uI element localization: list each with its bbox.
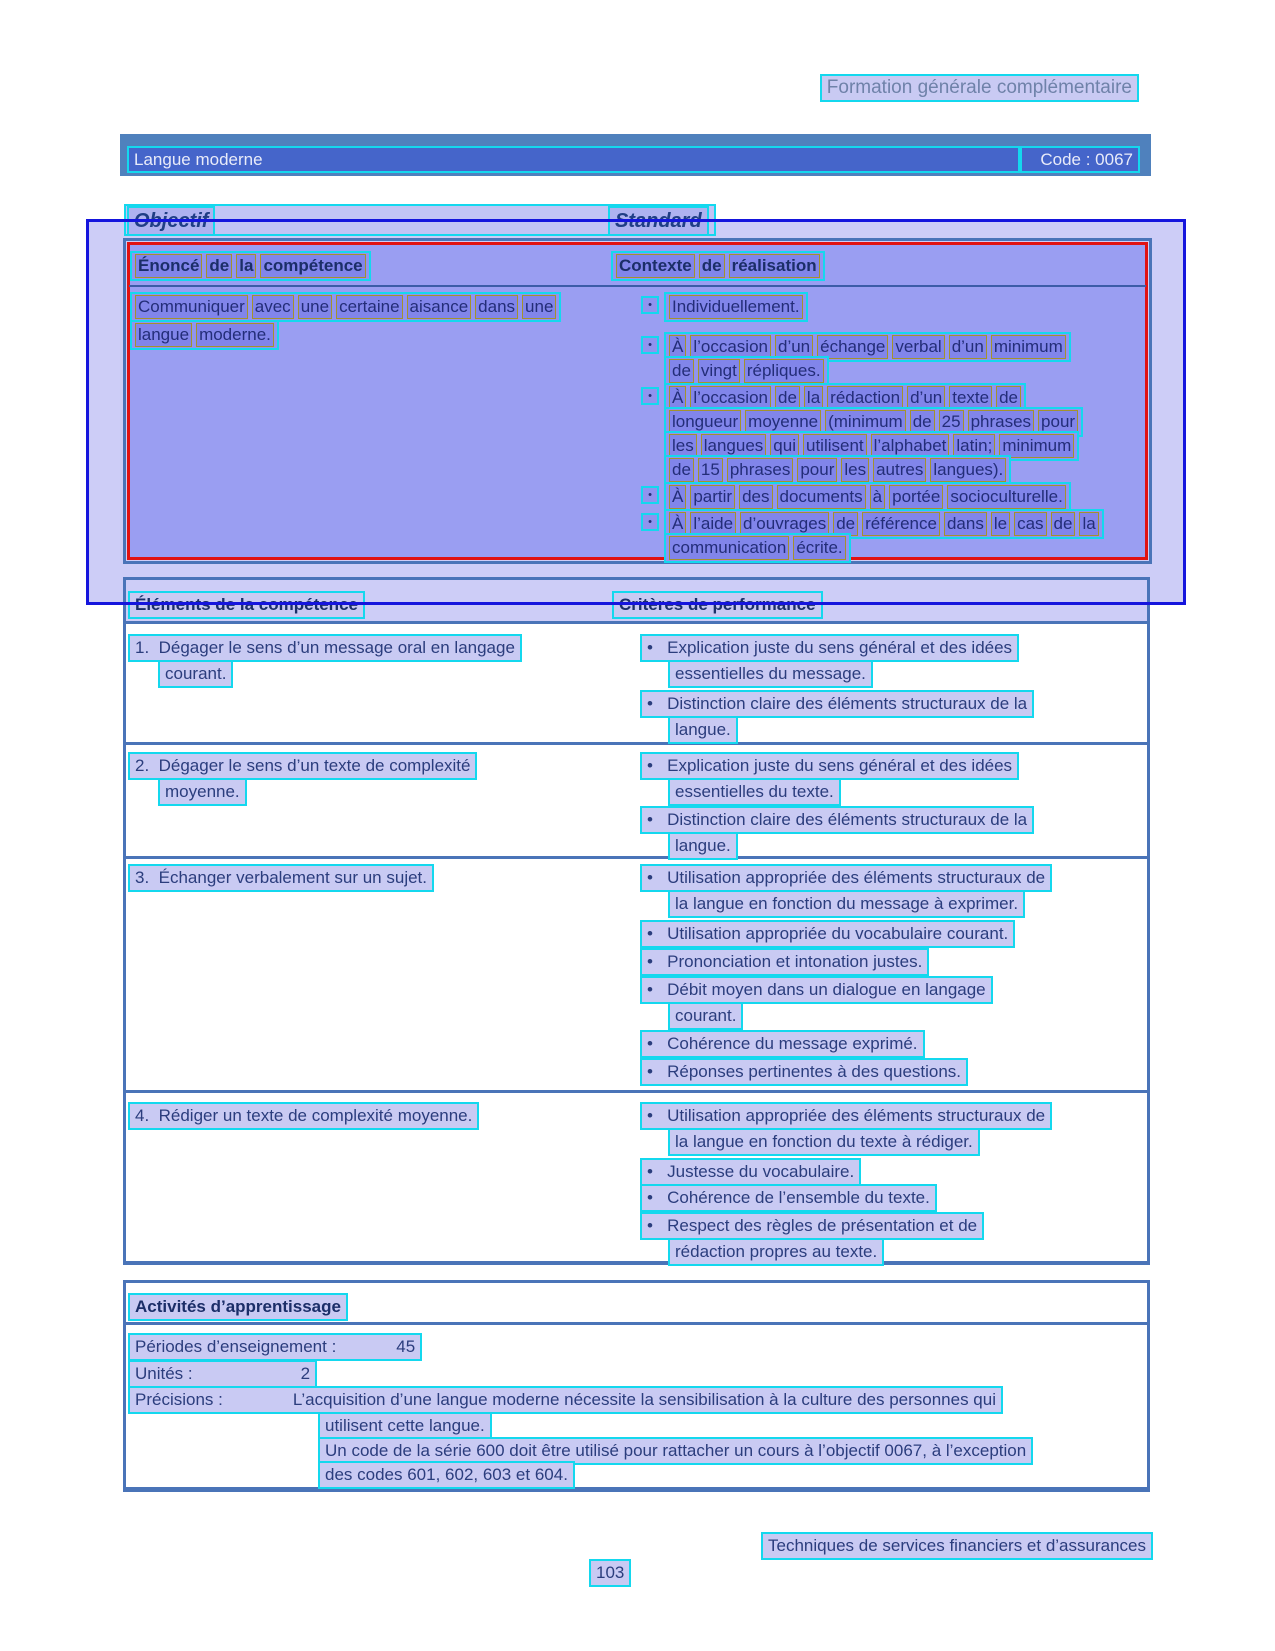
- periodes-value: 45: [396, 1337, 416, 1356]
- enonce-header-divider: [129, 285, 1146, 287]
- critere-line: • Réponses pertinentes à des questions.: [640, 1058, 968, 1086]
- title-bar-code: Code : 0067: [1020, 146, 1140, 173]
- footer-program: Techniques de services financiers et d’assurances: [761, 1532, 1153, 1560]
- critere-line: la langue en fonction du message à exprimer.: [668, 890, 1025, 918]
- enonce-right-header: Contexte de réalisation: [611, 251, 825, 281]
- critere-line: • Distinction claire des éléments structuraux de la: [640, 690, 1034, 718]
- contexte-item-line: de vingt répliques.: [664, 356, 829, 386]
- contexte-item-line: À l’occasion de la rédaction d’un texte de: [664, 383, 1026, 413]
- critere-line: • Utilisation appropriée des éléments structuraux de: [640, 1102, 1052, 1130]
- element-item-line: 1. Dégager le sens d’un message oral en langage: [128, 634, 522, 662]
- contexte-item-line: À partir des documents à portée socioculturelle.: [664, 482, 1071, 512]
- element-item-line: moyenne.: [158, 778, 247, 806]
- critere-line: langue.: [668, 716, 738, 744]
- precisions-label: Précisions :: [135, 1390, 223, 1409]
- footer-page-number: 103: [589, 1559, 631, 1587]
- bullet-icon: •: [641, 486, 659, 504]
- page-note: Formation générale complémentaire: [820, 74, 1139, 102]
- precisions-text: L’acquisition d’une langue moderne nécessite la sensibilisation à la culture des personnes qui: [292, 1390, 996, 1409]
- critere-line: courant.: [668, 1002, 743, 1030]
- periodes-line: [128, 1333, 422, 1361]
- activites-title: Activités d’apprentissage: [128, 1293, 348, 1321]
- objectif-heading: Objectif: [127, 206, 215, 236]
- bullet-icon: •: [641, 387, 659, 405]
- element-item-line: courant.: [158, 660, 233, 688]
- critere-line: • Cohérence de l’ensemble du texte.: [640, 1184, 937, 1212]
- elements-left-header: Éléments de la compétence: [128, 591, 365, 619]
- enonce-statement-line: Communiquer avec une certaine aisance dans une: [130, 292, 561, 322]
- critere-line: • Explication juste du sens général et des idées: [640, 752, 1019, 780]
- critere-line: rédaction propres au texte.: [668, 1238, 884, 1266]
- contexte-item-line: de 15 phrases pour les autres langues).: [664, 455, 1011, 485]
- contexte-item-line: À l’occasion d’un échange verbal d’un minimum: [664, 332, 1071, 362]
- critere-line: • Utilisation appropriée des éléments structuraux de: [640, 864, 1052, 892]
- precisions-cont-line: des codes 601, 602, 603 et 604.: [318, 1461, 575, 1489]
- critere-line: • Cohérence du message exprimé.: [640, 1030, 925, 1058]
- bullet-icon: •: [641, 296, 659, 314]
- critere-line: essentielles du message.: [668, 660, 873, 688]
- elements-row-divider: [126, 621, 1147, 624]
- contexte-item-line: À l’aide d’ouvrages de référence dans le cas de la: [664, 509, 1104, 539]
- enonce-left-header: Énoncé de la compétence: [130, 251, 371, 281]
- bullet-icon: •: [641, 336, 659, 354]
- standard-heading: Standard: [608, 206, 709, 236]
- precisions-line: [128, 1386, 1003, 1414]
- critere-line: essentielles du texte.: [668, 778, 841, 806]
- elements-row-divider: [126, 1090, 1147, 1093]
- critere-line: • Débit moyen dans un dialogue en langage: [640, 976, 993, 1004]
- critere-line: • Prononciation et intonation justes.: [640, 948, 929, 976]
- elements-right-header: Critères de performance: [612, 591, 823, 619]
- activites-header-divider: [126, 1322, 1147, 1325]
- element-item-line: 3. Échanger verbalement sur un sujet.: [128, 864, 434, 892]
- critere-line: • Respect des règles de présentation et de: [640, 1212, 984, 1240]
- element-item-line: 4. Rédiger un texte de complexité moyenne.: [128, 1102, 479, 1130]
- critere-line: langue.: [668, 832, 738, 860]
- contexte-item-line: les langues qui utilisent l’alphabet latin; minimum: [664, 431, 1079, 461]
- enonce-statement-line: langue moderne.: [130, 320, 279, 350]
- critere-line: • Utilisation appropriée du vocabulaire courant.: [640, 920, 1015, 948]
- title-bar-title: Langue moderne: [127, 146, 1020, 173]
- critere-line: • Distinction claire des éléments structuraux de la: [640, 806, 1034, 834]
- unites-label: Unités :: [135, 1364, 193, 1383]
- element-item-line: 2. Dégager le sens d’un texte de complexité: [128, 752, 477, 780]
- unites-value: 2: [300, 1364, 311, 1383]
- precisions-cont-line: utilisent cette langue.: [318, 1412, 492, 1440]
- contexte-item-line: Individuellement.: [664, 292, 808, 322]
- critere-line: • Explication juste du sens général et des idées: [640, 634, 1019, 662]
- contexte-item-line: longueur moyenne (minimum de 25 phrases pour: [664, 407, 1083, 437]
- bullet-icon: •: [641, 513, 659, 531]
- precisions-cont-line: Un code de la série 600 doit être utilisé pour rattacher un cours à l’objectif 0067, à l’exception: [318, 1437, 1033, 1465]
- critere-line: • Justesse du vocabulaire.: [640, 1158, 861, 1186]
- unites-line: [128, 1360, 317, 1388]
- critere-line: la langue en fonction du texte à rédiger.: [668, 1128, 980, 1156]
- contexte-item-line: communication écrite.: [664, 533, 851, 563]
- elements-row-divider: [126, 742, 1147, 745]
- periodes-label: Périodes d’enseignement :: [135, 1337, 337, 1356]
- elements-row-divider: [126, 856, 1147, 859]
